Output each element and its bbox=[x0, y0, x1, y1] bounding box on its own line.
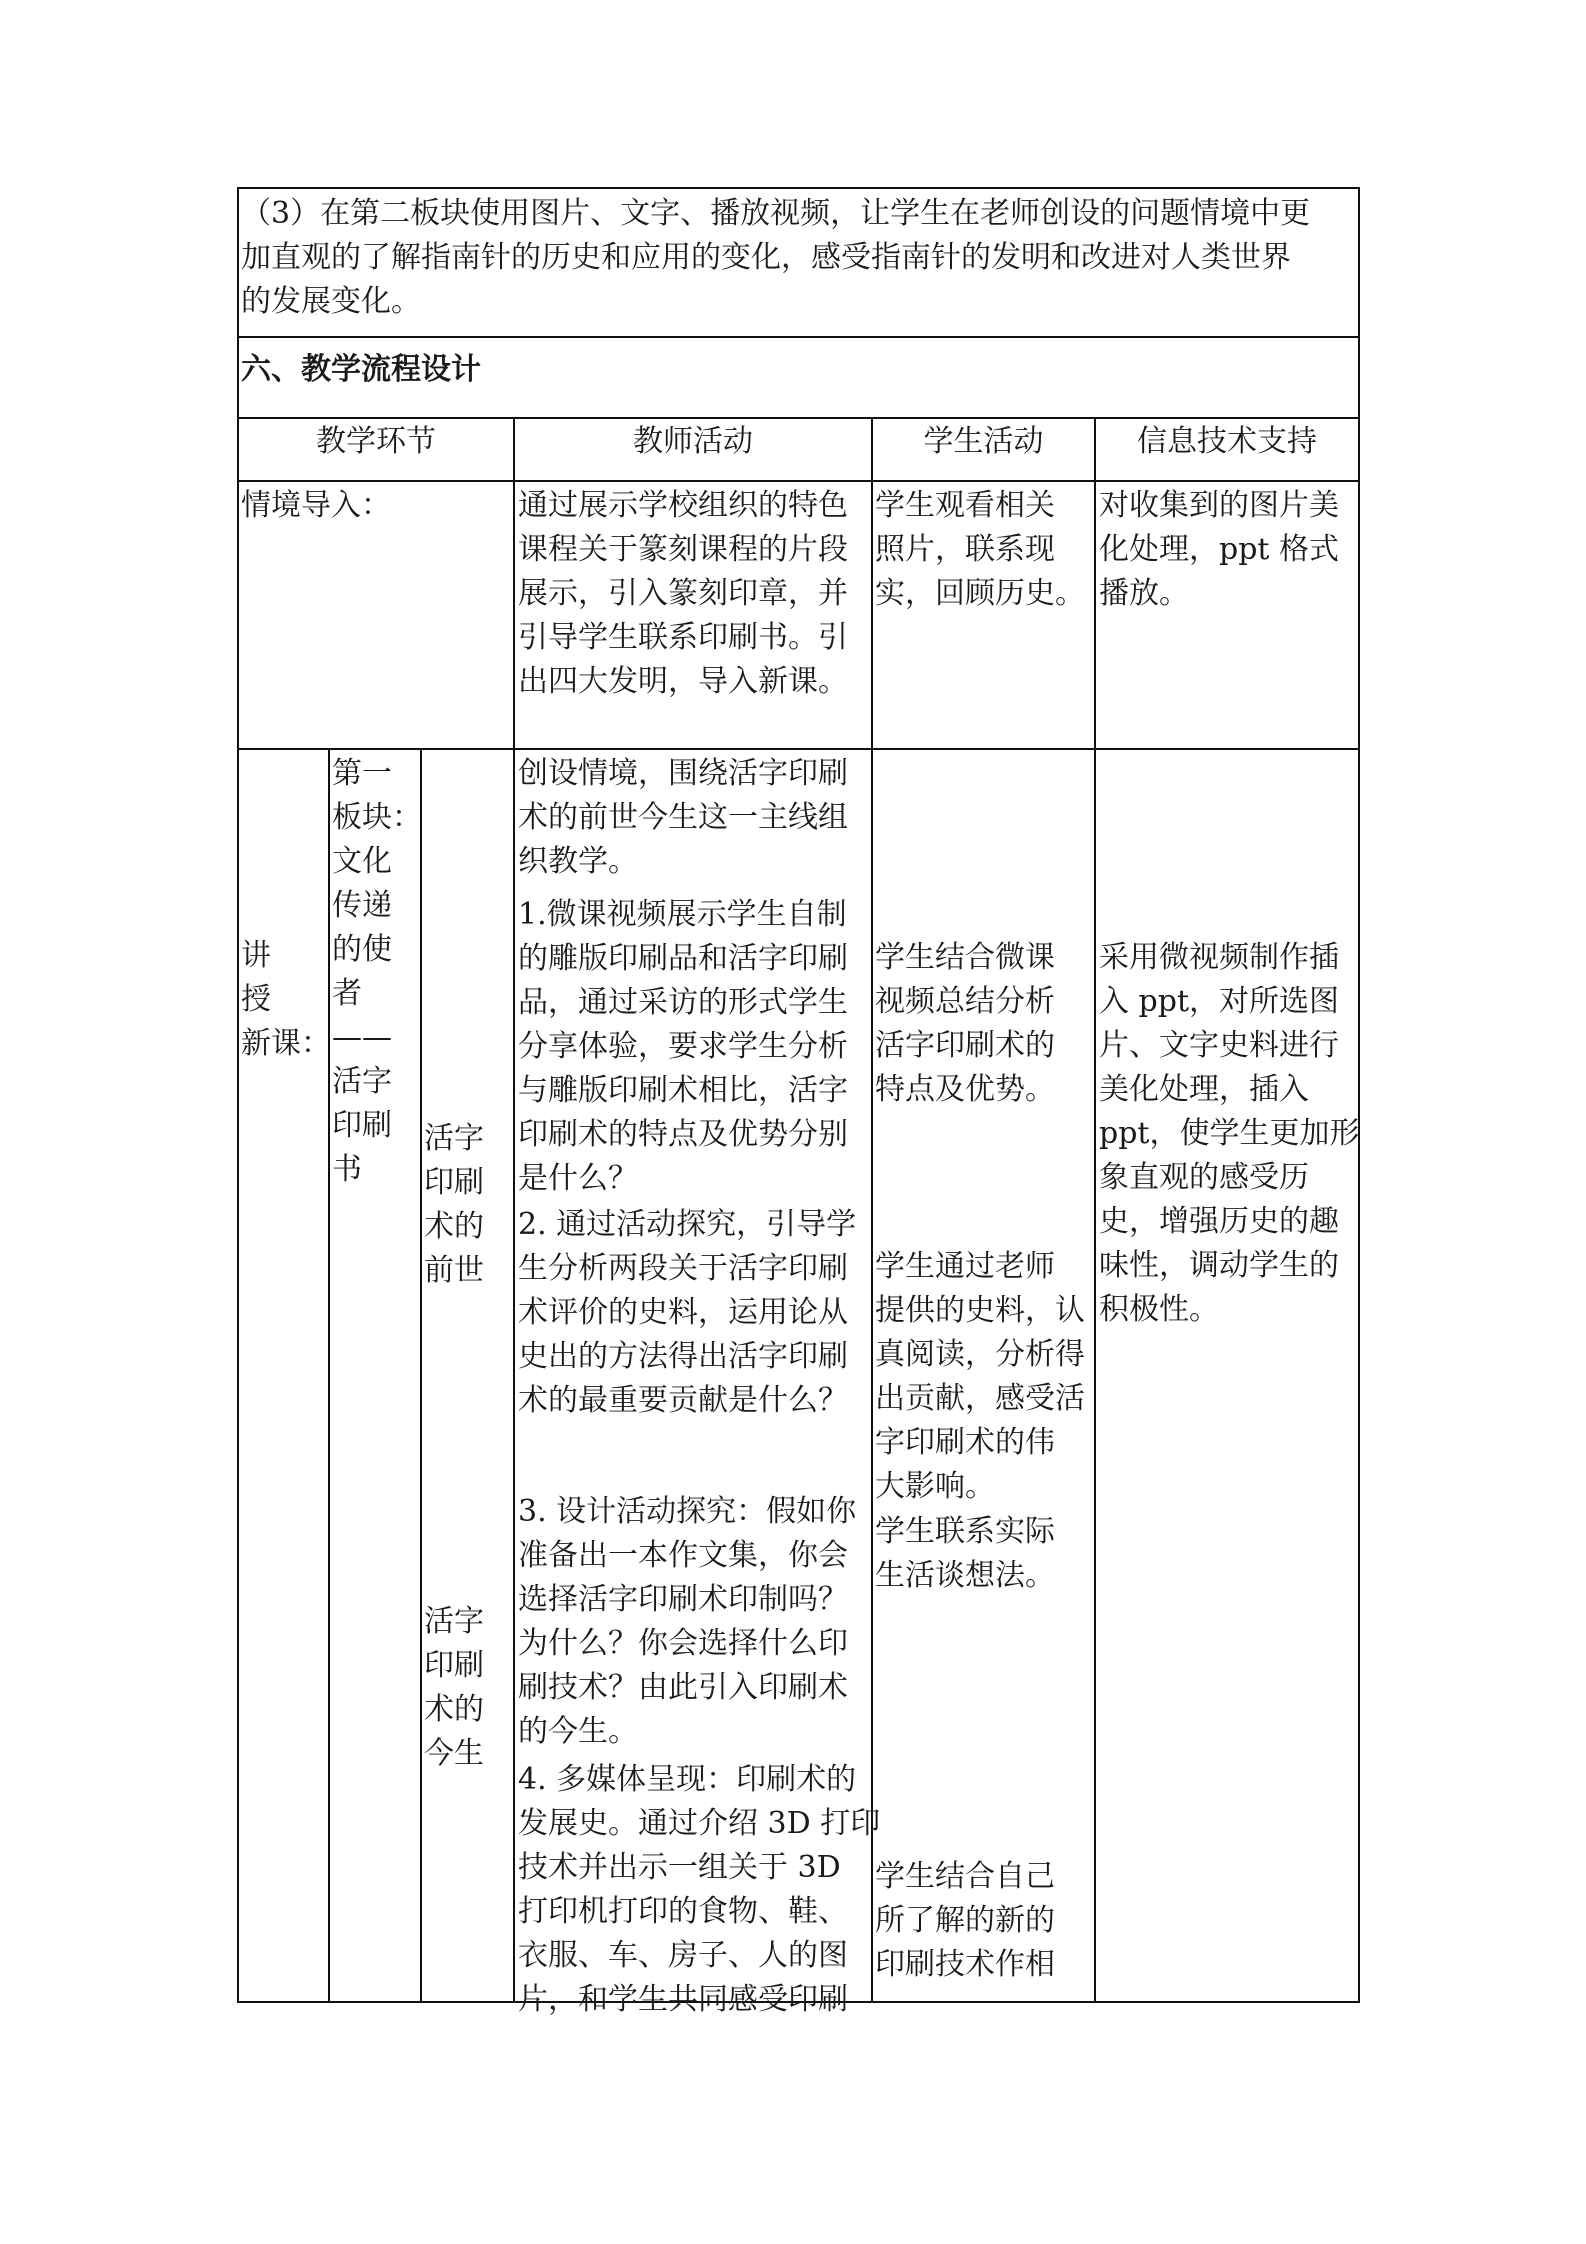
text-line: 4. 多媒体呈现：印刷术的 bbox=[518, 1762, 857, 1797]
text-line: 出贡献，感受活 bbox=[875, 1381, 1085, 1416]
text-line: 化处理，ppt 格式 bbox=[1099, 532, 1339, 567]
text-line: 品，通过采访的形式学生 bbox=[518, 985, 848, 1020]
sub-topic-past bbox=[424, 1117, 484, 1293]
text-line: 照片，联系现 bbox=[875, 532, 1055, 567]
text-line: 活字 bbox=[332, 1064, 392, 1099]
text-line: 发展史。通过介绍 3D 打印 bbox=[518, 1806, 881, 1841]
teacher-item-3 bbox=[518, 1490, 856, 1754]
text-line: 的使 bbox=[332, 932, 392, 967]
text-line: 学生结合自己 bbox=[875, 1859, 1055, 1894]
text-line: 味性，调动学生的 bbox=[1099, 1248, 1339, 1283]
text-line: 学生观看相关 bbox=[875, 488, 1055, 523]
text-line: 通过展示学校组织的特色 bbox=[518, 488, 848, 523]
text-line: 片、文字史料进行 bbox=[1099, 1028, 1339, 1063]
header-student: 学生活动 bbox=[923, 424, 1044, 459]
text-line: 印刷技术作相 bbox=[875, 1947, 1055, 1982]
text-line: 入 ppt，对所选图 bbox=[1099, 984, 1339, 1019]
text-line: 打印机打印的食物、鞋、 bbox=[518, 1894, 848, 1929]
text-line: 衣服、车、房子、人的图 bbox=[518, 1938, 848, 1973]
text-line: 史出的方法得出活字印刷 bbox=[518, 1339, 848, 1374]
intro-line: 的发展变化。 bbox=[241, 284, 421, 319]
text-line: 刷技术？由此引入印刷术 bbox=[518, 1670, 848, 1705]
text-line: 活字 bbox=[424, 1121, 484, 1156]
header-it: 信息技术支持 bbox=[1137, 424, 1317, 459]
text-line: 积极性。 bbox=[1099, 1292, 1219, 1327]
it-support bbox=[1099, 936, 1359, 1332]
text-line: ppt，使学生更加形 bbox=[1099, 1116, 1360, 1151]
text-line: 者 bbox=[332, 976, 362, 1011]
text-line: 特点及优势。 bbox=[875, 1072, 1055, 1107]
text-line: 术评价的史料，运用论从 bbox=[518, 1295, 848, 1330]
text-line: 采用微视频制作插 bbox=[1099, 940, 1339, 975]
text-line: 象直观的感受历 bbox=[1099, 1160, 1309, 1195]
text-line: 史，增强历史的趣 bbox=[1099, 1204, 1339, 1239]
text-line: 授 bbox=[241, 982, 271, 1017]
text-line: 课程关于篆刻课程的片段 bbox=[518, 532, 848, 567]
text-line: 印刷 bbox=[424, 1648, 484, 1683]
text-line: 分享体验，要求学生分析 bbox=[518, 1029, 848, 1064]
text-line: 创设情境，围绕活字印刷 bbox=[518, 756, 848, 791]
text-line: 生分析两段关于活字印刷 bbox=[518, 1251, 848, 1286]
text-line: 的雕版印刷品和活字印刷 bbox=[518, 941, 848, 976]
text-line: 为什么？你会选择什么印 bbox=[518, 1626, 848, 1661]
text-line: 书 bbox=[332, 1152, 362, 1187]
student-activity-2 bbox=[875, 1245, 1085, 1509]
text-line: 术的前世今生这一主线组 bbox=[518, 800, 848, 835]
text-line: 与雕版印刷术相比，活字 bbox=[518, 1073, 848, 1108]
teacher-intro bbox=[518, 752, 848, 884]
text-line: 1.微课视频展示学生自制 bbox=[518, 897, 847, 932]
text-line: 传递 bbox=[332, 888, 392, 923]
text-line: 生活谈想法。 bbox=[875, 1558, 1055, 1593]
text-line: 出四大发明，导入新课。 bbox=[518, 664, 848, 699]
text-line: 美化处理，插入 bbox=[1099, 1072, 1309, 1107]
intro-stage-label: 情境导入： bbox=[241, 488, 391, 523]
intro-student-activity bbox=[875, 484, 1085, 616]
text-line: 所了解的新的 bbox=[875, 1903, 1055, 1938]
text-line: 术的 bbox=[424, 1209, 484, 1244]
text-line: 选择活字印刷术印制吗？ bbox=[518, 1582, 848, 1617]
text-line: 前世 bbox=[424, 1253, 484, 1288]
student-activity-3 bbox=[875, 1510, 1055, 1598]
text-line: 字印刷术的伟 bbox=[875, 1425, 1055, 1460]
teacher-item-4 bbox=[518, 1758, 880, 2022]
teacher-item-1 bbox=[518, 893, 848, 1201]
student-activity-1 bbox=[875, 936, 1055, 1112]
text-line: 2. 通过活动探究，引导学 bbox=[518, 1207, 857, 1242]
text-line: 引导学生联系印刷书。引 bbox=[518, 620, 848, 655]
text-line: 学生联系实际 bbox=[875, 1514, 1055, 1549]
text-line: 准备出一本作文集，你会 bbox=[518, 1538, 848, 1573]
text-line: 织教学。 bbox=[518, 844, 638, 879]
text-line: 板块： bbox=[332, 800, 422, 835]
text-line: —— bbox=[332, 1020, 392, 1055]
text-line: 活字 bbox=[424, 1604, 484, 1639]
header-stage: 教学环节 bbox=[316, 424, 436, 459]
text-line: 3. 设计活动探究：假如你 bbox=[518, 1494, 857, 1529]
student-activity-4 bbox=[875, 1855, 1055, 1987]
text-line: 印刷 bbox=[424, 1165, 484, 1200]
teacher-item-2 bbox=[518, 1203, 856, 1423]
text-line: 技术并出示一组关于 3D bbox=[518, 1850, 841, 1885]
text-line: 印刷术的特点及优势分别 bbox=[518, 1117, 848, 1152]
text-line: 文化 bbox=[332, 844, 392, 879]
intro-paragraph bbox=[241, 192, 1310, 324]
text-line: 术的最重要贡献是什么？ bbox=[518, 1383, 848, 1418]
text-line: 术的 bbox=[424, 1692, 484, 1727]
text-line: 播放。 bbox=[1099, 576, 1189, 611]
text-line: 实，回顾历史。 bbox=[875, 576, 1085, 611]
text-line: 活字印刷术的 bbox=[875, 1028, 1055, 1063]
intro-teacher-activity bbox=[518, 484, 848, 704]
text-line: 学生通过老师 bbox=[875, 1249, 1055, 1284]
text-line: 大影响。 bbox=[875, 1469, 995, 1504]
intro-it-support bbox=[1099, 484, 1339, 616]
text-line: 提供的史料，认 bbox=[875, 1293, 1085, 1328]
text-line: 今生 bbox=[424, 1736, 484, 1771]
text-line: 片，和学生共同感受印刷 bbox=[518, 1982, 848, 2017]
text-line: 展示，引入篆刻印章，并 bbox=[518, 576, 848, 611]
text-line: 印刷 bbox=[332, 1108, 392, 1143]
text-line: 是什么？ bbox=[518, 1161, 638, 1196]
text-line: 对收集到的图片美 bbox=[1099, 488, 1339, 523]
text-line: 讲 bbox=[241, 938, 271, 973]
lecture-stage-label bbox=[241, 934, 331, 1066]
lecture-block-title bbox=[332, 752, 422, 1192]
intro-line: （3）在第二板块使用图片、文字、播放视频，让学生在老师创设的问题情境中更 bbox=[241, 196, 1311, 231]
sub-topic-present bbox=[424, 1600, 484, 1776]
text-line: 学生结合微课 bbox=[875, 940, 1055, 975]
text-line: 新课： bbox=[241, 1026, 331, 1061]
intro-line: 加直观的了解指南针的历史和应用的变化，感受指南针的发明和改进对人类世界 bbox=[241, 240, 1291, 275]
section-title: 六、教学流程设计 bbox=[241, 352, 481, 387]
text-line: 视频总结分析 bbox=[875, 984, 1055, 1019]
header-teacher: 教师活动 bbox=[633, 424, 753, 459]
text-line: 真阅读，分析得 bbox=[875, 1337, 1085, 1372]
text-line: 的今生。 bbox=[518, 1714, 638, 1749]
text-line: 第一 bbox=[332, 756, 392, 791]
